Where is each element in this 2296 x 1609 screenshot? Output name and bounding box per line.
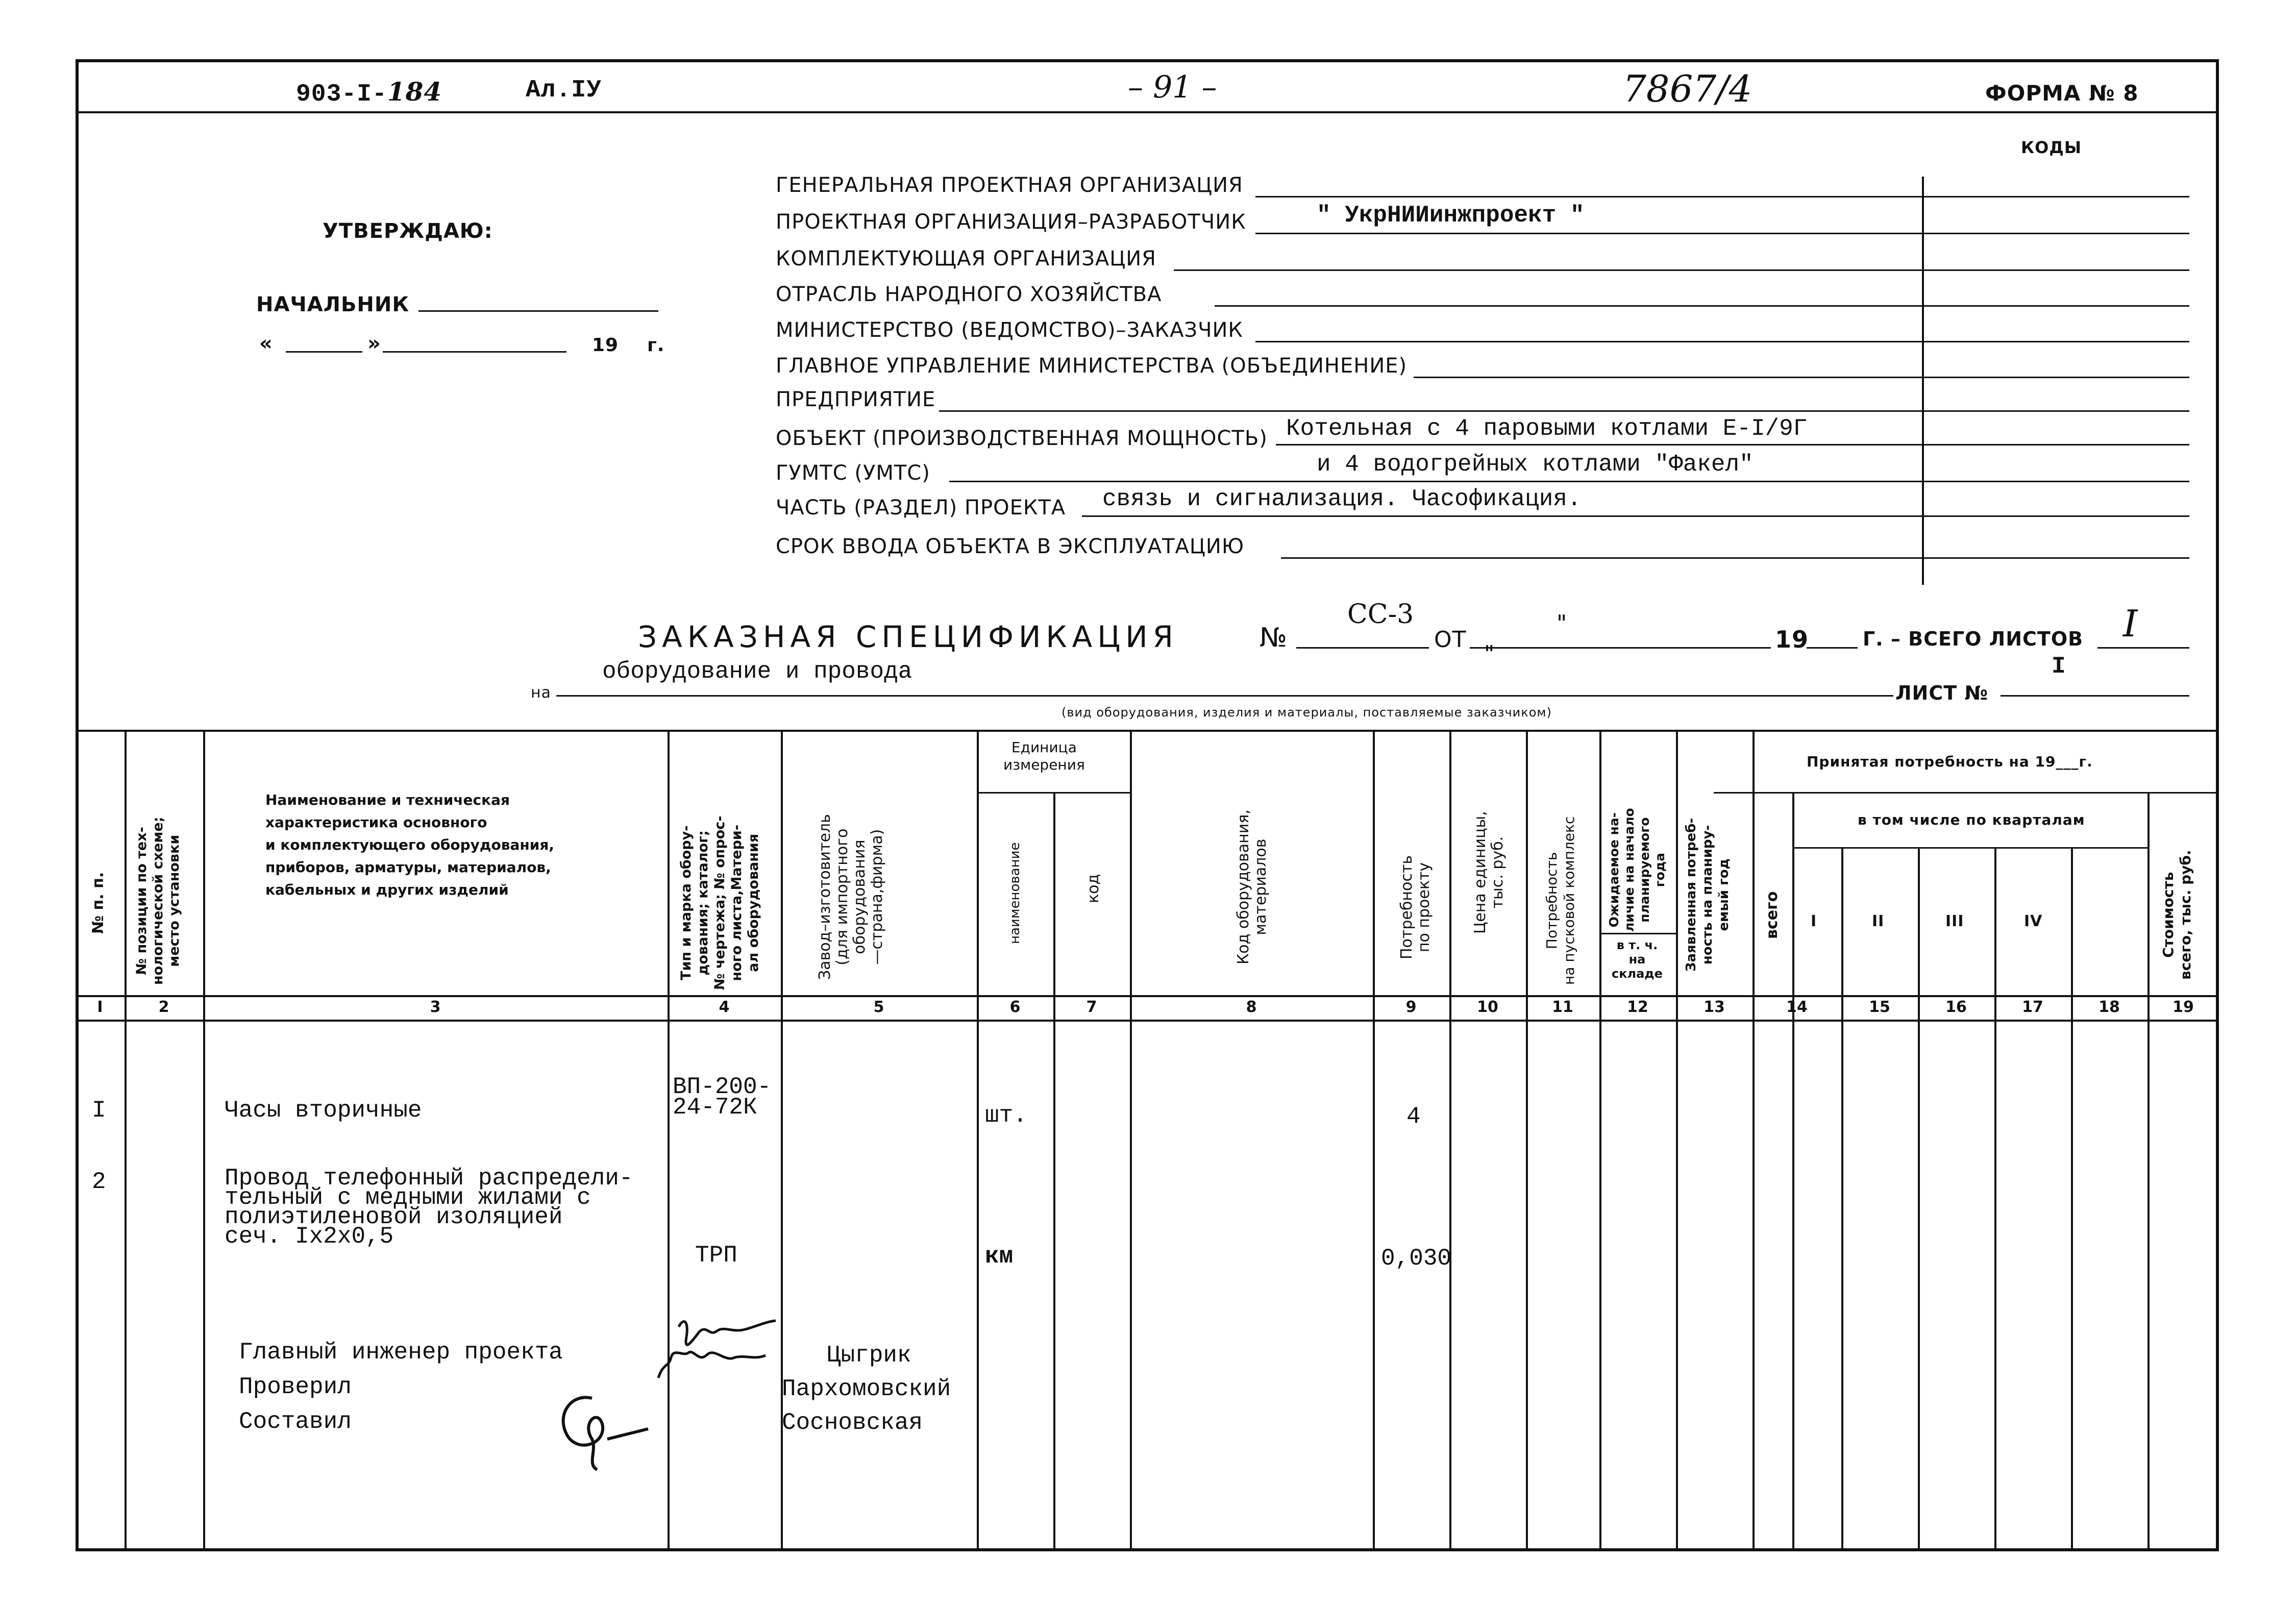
spec-no-value: СС-3 xyxy=(1347,599,1414,630)
col-number: 19 xyxy=(2172,998,2194,1016)
signature-name: Пархомовский xyxy=(782,1376,951,1402)
org-field-label: СРОК ВВОДА ОБЪЕКТА В ЭКСПЛУАТАЦИЮ xyxy=(776,535,1245,558)
col-number: 17 xyxy=(2022,998,2043,1016)
row-name: Часы вторичные xyxy=(225,1097,422,1124)
col-divider xyxy=(1130,730,1132,1551)
date-month-line xyxy=(383,351,566,353)
header-unit-group: Единица измерения xyxy=(1003,739,1085,773)
header-c12-bottom: в т. ч. на складе xyxy=(1612,938,1663,981)
page-number: – 91 – xyxy=(1128,69,1217,105)
codes-label: КОДЫ xyxy=(2021,138,2082,157)
col-number: 9 xyxy=(1405,998,1417,1016)
col-number: 11 xyxy=(1552,998,1573,1016)
col-number: 3 xyxy=(430,998,441,1016)
col-divider xyxy=(977,730,979,1551)
org-field-value: и 4 водогрейных котлами "Факел" xyxy=(1317,451,1754,478)
header-c2: № позиции по тех- нологической схеме; место установки xyxy=(134,816,182,985)
spec-year: 19 xyxy=(1775,626,1809,653)
header-c10: Цена единицы, тыс. руб. xyxy=(1471,811,1507,934)
col-divider xyxy=(125,730,127,1551)
codes-divider xyxy=(1922,177,1924,585)
col-number: 12 xyxy=(1627,998,1648,1016)
spec-total-line xyxy=(2097,647,2189,649)
col-divider xyxy=(1918,847,1920,1551)
org-field-line xyxy=(1255,196,2189,197)
accepted-subheader-line xyxy=(1714,792,2219,794)
col-divider xyxy=(1599,730,1601,1551)
col-number: 18 xyxy=(2099,998,2120,1016)
row-type: ТРП xyxy=(695,1242,737,1269)
quarters-subheader-line xyxy=(1792,847,2147,849)
spec-subject: оборудование и провода xyxy=(602,658,912,685)
org-field-line xyxy=(1255,341,2189,342)
header-c13: Заявленная потреб- ность на планиру- емый год xyxy=(1684,818,1732,972)
col-divider xyxy=(1053,792,1055,1551)
stock-subheader-line xyxy=(1599,933,1676,934)
org-field-label: ПРЕДПРИЯТИЕ xyxy=(776,388,936,411)
org-field-label: КОМПЛЕКТУЮЩАЯ ОРГАНИЗАЦИЯ xyxy=(776,247,1156,270)
col-divider xyxy=(203,730,205,1551)
org-field-line xyxy=(1174,269,2189,271)
chief-sign-line xyxy=(418,310,658,312)
spec-from-label: ОТ xyxy=(1434,627,1467,653)
date-day-line xyxy=(286,351,362,353)
spec-year-line xyxy=(1807,647,1858,649)
col-divider xyxy=(1526,730,1528,1551)
inventory-number: 7867/4 xyxy=(1623,67,1752,110)
header-divider xyxy=(76,111,2219,113)
org-field-line xyxy=(1215,305,2189,307)
header-c19: Стоимость всего, тыс. руб. xyxy=(2160,850,2194,980)
row-name: Провод телефонный распредели- тельный с медными жилами с полиэтиленовой изоляцией сеч. Iх2х0,5 xyxy=(225,1165,633,1250)
row-qty: 0,030 xyxy=(1381,1245,1452,1272)
row-unit: шт. xyxy=(985,1102,1027,1129)
org-field-label: ГЕНЕРАЛЬНАЯ ПРОЕКТНАЯ ОРГАНИЗАЦИЯ xyxy=(776,174,1243,197)
header-c8: Код оборудования, материалов xyxy=(1235,809,1270,964)
org-field-label: ПРОЕКТНАЯ ОРГАНИЗАЦИЯ–РАЗРАБОТЧИК xyxy=(776,210,1246,234)
table-colnum-top xyxy=(76,995,2219,997)
col-divider xyxy=(1752,730,1755,1551)
header-c4: Тип и марка обору- дования; каталог; № чертежа; № опрос- ного листа,Матери- ал оборудования xyxy=(678,815,761,990)
header-c14: всего xyxy=(1763,891,1781,939)
row-qty: 4 xyxy=(1406,1103,1421,1130)
col-number: 16 xyxy=(1945,998,1967,1016)
col-number: 7 xyxy=(1086,998,1097,1016)
signature-name: Сосновская xyxy=(782,1409,923,1436)
col-number: I xyxy=(97,998,103,1016)
form-number: ФОРМА № 8 xyxy=(1985,81,2139,106)
approve-year: 19 xyxy=(592,335,619,356)
spec-date-line xyxy=(1470,647,1771,649)
approve-title: УТВЕРЖДАЮ: xyxy=(323,219,493,243)
col-divider xyxy=(1994,847,1996,1551)
header-c16: II xyxy=(1872,912,1885,930)
sheet-no: I xyxy=(2052,653,2066,680)
col-divider xyxy=(1449,730,1451,1551)
org-field-line xyxy=(1281,557,2189,559)
table-top xyxy=(76,730,2219,732)
header-quarters: в том числе по кварталам xyxy=(1858,811,2085,828)
col-number: 8 xyxy=(1246,998,1257,1016)
signature-role: Проверил xyxy=(239,1374,352,1400)
header-c5: Завод–изготовитель (для импортного оборудования —страна,фирма) xyxy=(816,814,886,980)
spec-title: ЗАКАЗНАЯ СПЕЦИФИКАЦИЯ xyxy=(638,620,1178,654)
org-field-value: Котельная с 4 паровыми котлами Е-I/9Г xyxy=(1286,415,1808,442)
spec-quote-open: " xyxy=(1557,610,1568,636)
org-field-value: " УкрНИИинжпроект " xyxy=(1317,202,1585,229)
date-quote-close: » xyxy=(367,332,381,355)
org-field-label: ГЛАВНОЕ УПРАВЛЕНИЕ МИНИСТЕРСТВА (ОБЪЕДИНЕНИЕ) xyxy=(776,354,1408,378)
spec-no-line xyxy=(1296,647,1429,649)
album-number: Ал.IУ xyxy=(526,77,602,104)
chief-label: НАЧАЛЬНИК xyxy=(256,293,410,316)
col-divider xyxy=(2071,847,2073,1551)
header-c11: Потребность на пусковой комплекс xyxy=(1543,816,1577,985)
sheet-label: ЛИСТ № xyxy=(1895,682,1989,704)
org-field-label: ГУМТС (УМТС) xyxy=(776,461,930,485)
spec-quote-close: " xyxy=(1484,641,1495,667)
header-c7: код xyxy=(1084,874,1102,903)
org-field-label: ЧАСТЬ (РАЗДЕЛ) ПРОЕКТА xyxy=(776,496,1066,519)
header-c9: Потребность по проекту xyxy=(1398,855,1433,959)
col-number: 5 xyxy=(873,998,884,1016)
col-number: 10 xyxy=(1477,998,1498,1016)
table-colnum-bottom xyxy=(76,1020,2219,1022)
col-number: 2 xyxy=(158,998,169,1016)
header-c12-top: Ожидаемое на- личие на начало планируемого года xyxy=(1607,808,1667,932)
handwritten-signatures xyxy=(531,1306,817,1511)
doc-code: 903-I-184 xyxy=(296,77,442,108)
org-field-value: связь и сигнализация. Часофикация. xyxy=(1102,486,1582,512)
signature-role: Составил xyxy=(239,1408,352,1435)
org-field-label: ОБЪЕКТ (ПРОИЗВОДСТВЕННАЯ МОЩНОСТЬ) xyxy=(776,427,1268,450)
col-divider xyxy=(1792,792,1794,1551)
col-number: 4 xyxy=(719,998,730,1016)
approve-year-suffix: г. xyxy=(647,335,665,356)
header-c3: Наименование и техническая характеристика основного и комплектующего оборудования, приборов, арматуры, материалов, кабельных и других изделий xyxy=(265,791,554,898)
header-c6: наименование xyxy=(1007,842,1023,944)
sheet-no-line xyxy=(2001,695,2189,697)
row-number: I xyxy=(92,1097,106,1124)
col-divider xyxy=(1676,730,1678,1551)
col-divider xyxy=(2147,792,2150,1551)
org-field-line xyxy=(1082,515,2189,517)
header-c15: I xyxy=(1811,912,1817,930)
org-field-line xyxy=(949,481,2189,482)
row-unit: км xyxy=(985,1243,1014,1270)
row-type: ВП-200- 24-72К xyxy=(673,1074,772,1121)
spec-subject-caption: (вид оборудования, изделия и материалы, поставляемые заказчиком) xyxy=(1061,705,1552,720)
header-c17: III xyxy=(1945,912,1964,930)
signature-name: Цыгрик xyxy=(827,1342,911,1369)
header-c18: IV xyxy=(2024,912,2043,930)
org-field-label: МИНИСТЕРСТВО (ВЕДОМСТВО)–ЗАКАЗЧИК xyxy=(776,318,1243,342)
spec-na-label: на xyxy=(531,684,551,702)
org-field-line xyxy=(1414,377,2189,378)
signature-role: Главный инженер проекта xyxy=(239,1339,563,1366)
col-divider xyxy=(1373,730,1375,1551)
spec-no-label: № xyxy=(1260,623,1288,653)
org-field-label: ОТРАСЛЬ НАРОДНОГО ХОЗЯЙСТВА xyxy=(776,283,1162,306)
spec-year-suffix: Г. – ВСЕГО ЛИСТОВ xyxy=(1863,628,2084,650)
col-number: 6 xyxy=(1009,998,1021,1016)
col-number: 15 xyxy=(1869,998,1890,1016)
col-number: 13 xyxy=(1704,998,1725,1016)
header-c1: № п. п. xyxy=(89,872,107,934)
spec-subject-line xyxy=(556,695,1893,697)
col-divider xyxy=(1841,847,1843,1551)
header-accepted: Принятая потребность на 19___г. xyxy=(1807,753,2093,770)
org-field-line xyxy=(1255,233,2189,234)
org-field-line xyxy=(1276,444,2189,445)
org-field-line xyxy=(939,410,2189,412)
col-number: 14 xyxy=(1786,998,1808,1016)
spec-total-sheets: I xyxy=(2123,602,2138,645)
date-quote-open: « xyxy=(259,332,273,355)
row-number: 2 xyxy=(92,1169,106,1195)
